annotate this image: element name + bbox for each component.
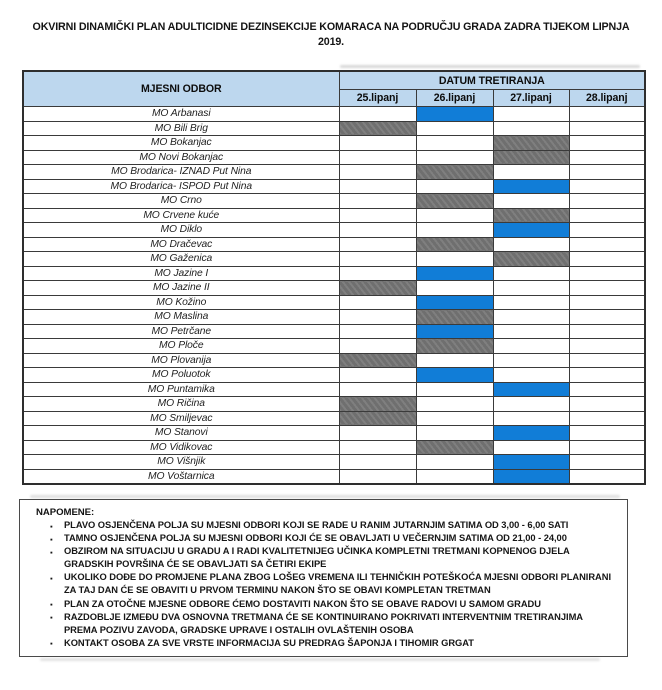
treatment-cell-empty <box>339 136 416 151</box>
treatment-cell-empty <box>569 324 645 339</box>
treatment-cell-empty <box>339 223 416 238</box>
treatment-cell-empty <box>339 440 416 455</box>
treatment-cell-empty <box>569 281 645 296</box>
treatment-cell-empty <box>493 324 569 339</box>
treatment-cell-empty <box>569 339 645 354</box>
treatment-cell-empty <box>569 179 645 194</box>
mo-name-cell: MO Brodarica- ISPOD Put Nina <box>23 179 339 194</box>
table-row <box>23 310 645 325</box>
table-row <box>23 455 645 470</box>
table-row <box>23 252 645 267</box>
table-row <box>23 237 645 252</box>
treatment-cell-empty <box>493 107 569 122</box>
treatment-cell-empty <box>416 426 493 441</box>
treatment-cell-empty <box>339 426 416 441</box>
mo-name-cell: MO Stanovi <box>23 426 339 441</box>
treatment-cell-empty <box>569 165 645 180</box>
treatment-cell-gray <box>493 136 569 151</box>
treatment-cell-empty <box>493 440 569 455</box>
table-row <box>23 208 645 223</box>
treatment-cell-empty <box>339 194 416 209</box>
treatment-schedule-table <box>22 70 646 485</box>
treatment-cell-empty <box>569 194 645 209</box>
treatment-cell-empty <box>339 339 416 354</box>
treatment-cell-gray <box>416 440 493 455</box>
column-header-mjesni-odbor: MJESNI ODBOR <box>23 71 339 107</box>
table-row <box>23 368 645 383</box>
treatment-cell-empty <box>569 397 645 412</box>
table-row <box>23 266 645 281</box>
mo-name-cell: MO Jazine II <box>23 281 339 296</box>
treatment-cell-blue <box>416 107 493 122</box>
table-row <box>23 165 645 180</box>
date-column-header: 26.lipanj <box>416 90 493 107</box>
treatment-cell-gray <box>416 194 493 209</box>
treatment-cell-empty <box>493 165 569 180</box>
treatment-cell-empty <box>339 266 416 281</box>
note-item: ▪ PLAN ZA OTOČNE MJESNE ODBORE ĆEMO DOSTAVITI NAKON ŠTO SE OBAVE RADOVI U SAMOM GRADU <box>50 598 615 611</box>
treatment-cell-empty <box>569 208 645 223</box>
table-body <box>23 107 645 485</box>
notes-list <box>20 519 627 650</box>
mo-name-cell: MO Petrčane <box>23 324 339 339</box>
treatment-cell-empty <box>493 281 569 296</box>
note-item: ▪ OBZIROM NA SITUACIJU U GRADU A I RADI KVALITETNIJEG UČINKA KOMPLETNI TRETMANI KOPNENOG DJELA GRADSKIH POVRŠINA ĆE SE OBAVLJATI SA ČETIRI EKIPE <box>50 545 615 571</box>
treatment-cell-empty <box>339 324 416 339</box>
treatment-cell-gray <box>416 237 493 252</box>
date-column-header: 27.lipanj <box>493 90 569 107</box>
treatment-cell-blue <box>493 455 569 470</box>
treatment-cell-empty <box>569 136 645 151</box>
table-row <box>23 150 645 165</box>
note-item: ▪ UKOLIKO DOĐE DO PROMJENE PLANA ZBOG LOŠEG VREMENA ILI TEHNIČKIH POTEŠKOĆA MJESNI ODBORI PLANIRANI ZA TAJ DAN ĆE SE OBAVITI U PRVOM TERMINU NAKON ŠTO SE OBAVI KOMPLETAN TRETMAN <box>50 571 615 597</box>
treatment-cell-gray <box>416 165 493 180</box>
mo-name-cell: MO Crno <box>23 194 339 209</box>
treatment-cell-empty <box>339 469 416 484</box>
treatment-cell-blue <box>416 324 493 339</box>
table-row <box>23 426 645 441</box>
treatment-cell-empty <box>569 368 645 383</box>
group-header-row <box>23 71 645 90</box>
document-title <box>12 20 650 50</box>
treatment-cell-blue <box>493 179 569 194</box>
column-group-header-datum-tretiranja: DATUM TRETIRANJA <box>339 71 645 90</box>
treatment-cell-empty <box>493 368 569 383</box>
treatment-cell-empty <box>339 252 416 267</box>
treatment-cell-empty <box>339 107 416 122</box>
treatment-cell-empty <box>339 295 416 310</box>
treatment-cell-empty <box>416 150 493 165</box>
treatment-cell-empty <box>339 208 416 223</box>
treatment-cell-empty <box>339 179 416 194</box>
treatment-cell-empty <box>569 237 645 252</box>
treatment-cell-empty <box>569 440 645 455</box>
treatment-cell-empty <box>416 281 493 296</box>
table-row <box>23 295 645 310</box>
mo-name-cell: MO Ričina <box>23 397 339 412</box>
table-row <box>23 324 645 339</box>
mo-name-cell: MO Bili Brig <box>23 121 339 136</box>
treatment-cell-empty <box>339 455 416 470</box>
mo-name-cell: MO Plovanija <box>23 353 339 368</box>
mo-name-cell: MO Jazine I <box>23 266 339 281</box>
treatment-cell-empty <box>493 121 569 136</box>
treatment-cell-empty <box>493 339 569 354</box>
treatment-cell-empty <box>416 223 493 238</box>
table-row <box>23 194 645 209</box>
treatment-cell-empty <box>339 165 416 180</box>
treatment-cell-empty <box>493 295 569 310</box>
treatment-cell-gray <box>493 208 569 223</box>
treatment-cell-empty <box>569 252 645 267</box>
table-row <box>23 339 645 354</box>
treatment-cell-empty <box>339 368 416 383</box>
treatment-cell-empty <box>339 237 416 252</box>
mo-name-cell: MO Vidikovac <box>23 440 339 455</box>
mo-name-cell: MO Voštarnica <box>23 469 339 484</box>
treatment-cell-empty <box>416 208 493 223</box>
treatment-cell-empty <box>569 426 645 441</box>
table-row <box>23 397 645 412</box>
mo-name-cell: MO Novi Bokanjac <box>23 150 339 165</box>
treatment-cell-empty <box>339 382 416 397</box>
mo-name-cell: MO Ploče <box>23 339 339 354</box>
date-column-header: 25.lipanj <box>339 90 416 107</box>
treatment-cell-empty <box>569 107 645 122</box>
treatment-cell-gray <box>493 150 569 165</box>
mo-name-cell: MO Arbanasi <box>23 107 339 122</box>
treatment-cell-empty <box>416 252 493 267</box>
treatment-cell-blue <box>493 469 569 484</box>
treatment-cell-blue <box>416 266 493 281</box>
treatment-cell-empty <box>416 382 493 397</box>
treatment-cell-empty <box>339 310 416 325</box>
table-row <box>23 179 645 194</box>
note-item: ▪ KONTAKT OSOBA ZA SVE VRSTE INFORMACIJA SU PREDRAG ŠAPONJA I TIHOMIR GRGAT <box>50 637 615 650</box>
table-row <box>23 382 645 397</box>
treatment-cell-empty <box>493 310 569 325</box>
table-row <box>23 223 645 238</box>
treatment-cell-empty <box>569 150 645 165</box>
treatment-cell-empty <box>569 310 645 325</box>
treatment-cell-blue <box>493 382 569 397</box>
treatment-cell-empty <box>569 223 645 238</box>
mo-name-cell: MO Crvene kuće <box>23 208 339 223</box>
scan-artifact <box>40 658 600 661</box>
table-row <box>23 411 645 426</box>
notes-box <box>19 499 628 657</box>
table-row <box>23 281 645 296</box>
treatment-cell-empty <box>493 194 569 209</box>
treatment-cell-empty <box>493 397 569 412</box>
treatment-cell-empty <box>493 411 569 426</box>
treatment-cell-gray <box>339 353 416 368</box>
treatment-cell-blue <box>416 368 493 383</box>
title-line-1: OKVIRNI DINAMIČKI PLAN ADULTICIDNE DEZINSEKCIJE KOMARACA NA PODRUČJU GRADA ZADRA TIJEKOM LIPNJA <box>32 21 630 33</box>
note-item: ▪ RAZDOBLJE IZMEĐU DVA OSNOVNA TRETMANA ĆE SE KONTINUIRANO POKRIVATI INTERVENTNIM TRETIRANJIMA PREMA POZIVU ZAVODA, GRADSKE UPRAVE I OSTALIH OVLAŠTENIH OSOBA <box>50 611 615 637</box>
mo-name-cell: MO Brodarica- IZNAD Put Nina <box>23 165 339 180</box>
scan-artifact <box>340 65 640 68</box>
treatment-cell-empty <box>569 121 645 136</box>
treatment-cell-empty <box>569 382 645 397</box>
title-line-2: 2019. <box>318 36 344 48</box>
treatment-cell-empty <box>416 136 493 151</box>
treatment-cell-empty <box>416 353 493 368</box>
table-row <box>23 440 645 455</box>
treatment-cell-empty <box>493 353 569 368</box>
treatment-cell-empty <box>569 455 645 470</box>
treatment-cell-empty <box>416 397 493 412</box>
treatment-cell-empty <box>416 411 493 426</box>
treatment-cell-empty <box>416 179 493 194</box>
treatment-cell-empty <box>569 295 645 310</box>
mo-name-cell: MO Diklo <box>23 223 339 238</box>
mo-name-cell: MO Gaženica <box>23 252 339 267</box>
treatment-cell-empty <box>569 469 645 484</box>
treatment-cell-blue <box>493 223 569 238</box>
treatment-cell-gray <box>339 121 416 136</box>
mo-name-cell: MO Kožino <box>23 295 339 310</box>
treatment-cell-empty <box>569 353 645 368</box>
mo-name-cell: MO Višnjik <box>23 455 339 470</box>
treatment-cell-gray <box>339 411 416 426</box>
mo-name-cell: MO Maslina <box>23 310 339 325</box>
treatment-cell-gray <box>416 310 493 325</box>
table-row <box>23 107 645 122</box>
treatment-cell-empty <box>493 237 569 252</box>
table-row <box>23 136 645 151</box>
treatment-cell-empty <box>569 266 645 281</box>
treatment-cell-empty <box>569 411 645 426</box>
treatment-cell-empty <box>416 455 493 470</box>
mo-name-cell: MO Bokanjac <box>23 136 339 151</box>
scan-artifact <box>30 495 620 498</box>
table-row <box>23 121 645 136</box>
treatment-cell-gray <box>493 252 569 267</box>
treatment-cell-empty <box>416 121 493 136</box>
notes-heading: NAPOMENE: <box>36 507 95 518</box>
mo-name-cell: MO Poluotok <box>23 368 339 383</box>
note-item: ▪ TAMNO OSJENČENA POLJA SU MJESNI ODBORI KOJI ĆE SE OBAVLJATI U VEČERNJIM SATIMA OD 21,00 - 24,00 <box>50 532 615 545</box>
mo-name-cell: MO Puntamika <box>23 382 339 397</box>
treatment-cell-gray <box>339 281 416 296</box>
treatment-cell-blue <box>416 295 493 310</box>
treatment-cell-gray <box>416 339 493 354</box>
table-row <box>23 469 645 484</box>
mo-name-cell: MO Dračevac <box>23 237 339 252</box>
date-column-header: 28.lipanj <box>569 90 645 107</box>
treatment-cell-empty <box>416 469 493 484</box>
treatment-cell-blue <box>493 426 569 441</box>
table-row <box>23 353 645 368</box>
mo-name-cell: MO Smiljevac <box>23 411 339 426</box>
note-item: ▪ PLAVO OSJENČENA POLJA SU MJESNI ODBORI KOJI SE RADE U RANIM JUTARNJIM SATIMA OD 3,00 - 6,00 SATI <box>50 519 615 532</box>
treatment-cell-empty <box>493 266 569 281</box>
treatment-cell-empty <box>339 150 416 165</box>
treatment-cell-gray <box>339 397 416 412</box>
